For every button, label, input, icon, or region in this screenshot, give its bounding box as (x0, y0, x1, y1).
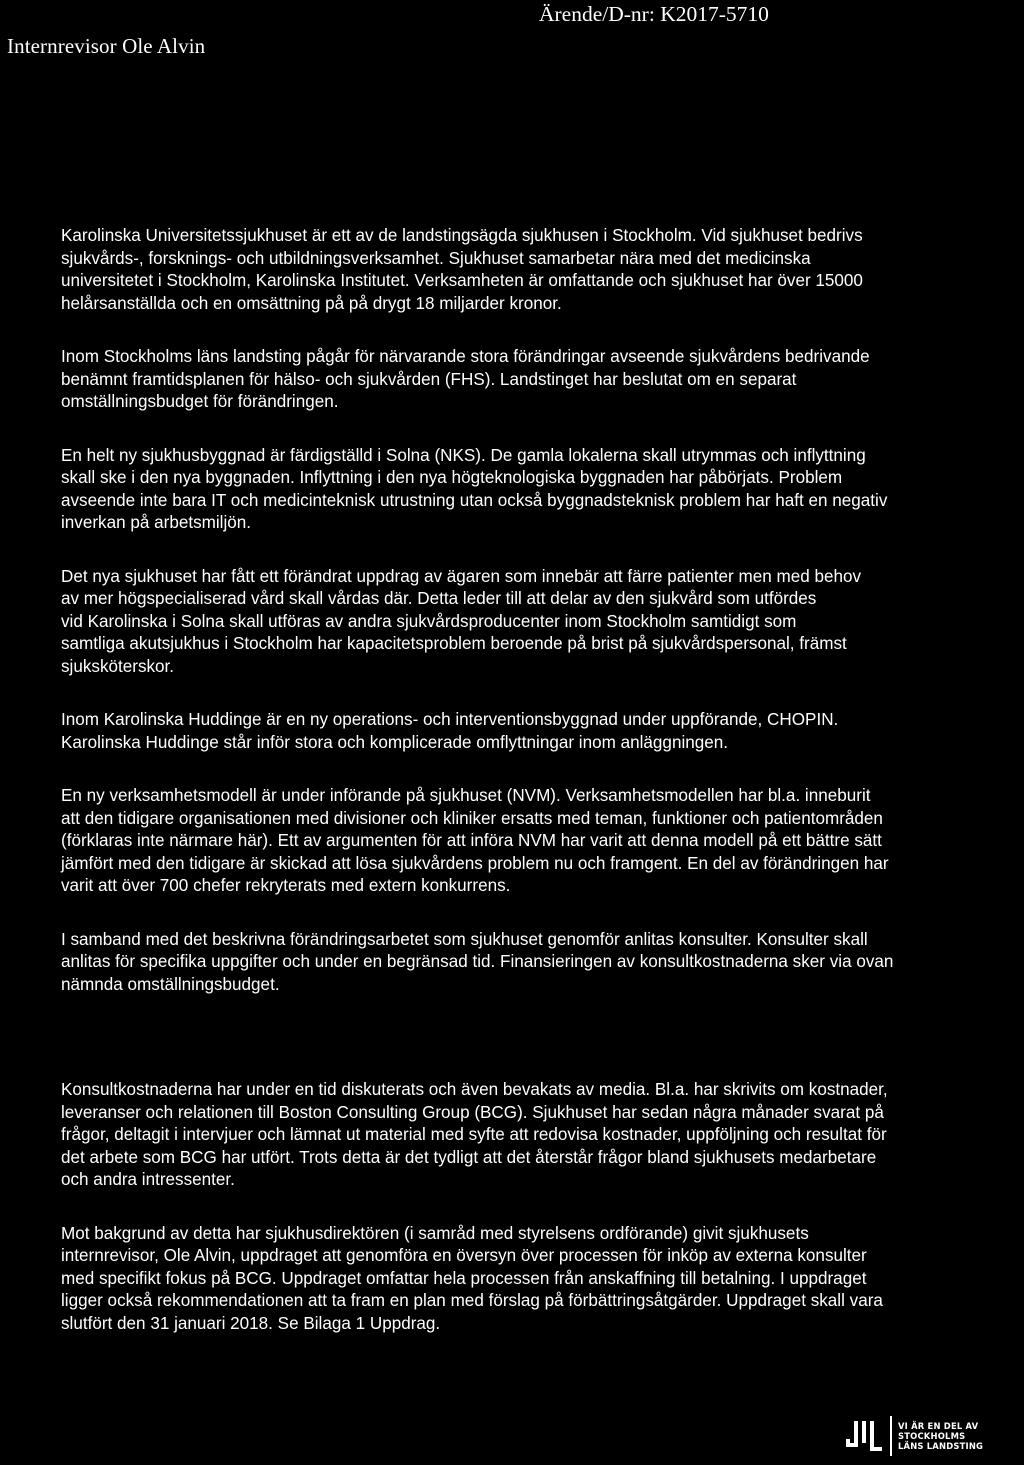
paragraph-4: Det nya sjukhuset har fått ett förändrat uppdrag av ägaren som innebär att färre patienter men med behov av mer högspecialiserad vård skall vårdas där. Detta leder till att delar av den sjukvård som utfördes vid Karolinska i Solna skall utföras av andra sjukvårdsproducenter inom Stockholm samtidigt som samtliga akutsjukhus i Stockholm har kapacitetsproblem beroende på brist på sjukvårdspersonal, främst sjuksköterskor. (61, 566, 862, 676)
paragraph-3: En helt ny sjukhusbyggnad är färdigställd i Solna (NKS). De gamla lokalerna skall utrymmas och inflyttning skall ske i den nya byggnaden. Inflyttning i den nya högteknologiska byggnaden har påbörjats. Problem avseende inte bara IT och medicinteknisk utrustning utan också byggnadsteknisk problem har haft en negativ inverkan på arbetsmiljön. (61, 445, 888, 532)
logo-line-3: LÄNS LANDSTING (898, 1441, 984, 1451)
paragraph-9: Mot bakgrund av detta har sjukhusdirektören (i samråd med styrelsens ordförande) givit sjukhusets internrevisor, Ole Alvin, uppdraget att genomföra en översyn över processen för inköp av externa konsulter med specifikt fokus på BCG. Uppdraget omfattar hela processen från anskaffning till betalning. I uppdraget ligger också rekommendationen att ta fram en plan med förslag på förbättringsåtgärder. Uppdraget skall vara slutfört den 31 januari 2018. Se Bilaga 1 Uppdrag. (61, 1223, 883, 1333)
sll-logo-icon (844, 1417, 884, 1455)
paragraph-1: Karolinska Universitetssjukhuset är ett av de landstingsägda sjukhusen i Stockholm. Vid sjukhuset bedrivs sjukvårds-, forsknings- och utbildningsverksamhet. Sjukhuset samarbetar nära med det medicinska universitetet i Stockholm, Karolinska Institutet. Verksamheten är omfattande och sjukhuset har över 15000 helårsanställda och en omsättning på på drygt 18 miljarder kronor. (61, 226, 863, 313)
document-body (61, 225, 1021, 1335)
logo-line-2: STOCKHOLMS (898, 1431, 966, 1441)
logo-text (898, 1421, 983, 1451)
paragraph-7: I samband med det beskrivna förändringsarbetet som sjukhuset genomför anlitas konsulter. Konsulter skall anlitas för specifika uppgifter och under en begränsad tid. Finansieringen av konsultkostnaderna sker via ovan nämnda omställningsbudget. (61, 929, 894, 994)
logo-divider (890, 1416, 892, 1456)
paragraph-2: Inom Stockholms läns landsting pågår för närvarande stora förändringar avseende sjukvårdens bedrivande benämnt framtidsplanen för hälso- och sjukvården (FHS). Landstinget har beslutat om en separat omställningsbudget för förändringen. (61, 347, 870, 411)
paragraph-5: Inom Karolinska Huddinge är en ny operations- och interventionsbyggnad under uppförande, CHOPIN. Karolinska Huddinge står inför stora och komplicerade omflyttningar inom anläggningen. (61, 710, 839, 752)
logo-line-1: VI ÄR EN DEL AV (898, 1421, 979, 1431)
header-author: Internrevisor Ole Alvin (7, 34, 206, 58)
sll-logo (844, 1416, 983, 1456)
paragraph-6: En ny verksamhetsmodell är under införande på sjukhuset (NVM). Verksamhetsmodellen har bl.a. inneburit att den tidigare organisationen med divisioner och kliniker ersatts med teman, funktioner och patientområden (förklaras inte närmare här). Ett av argumenten för att införa NVM har varit att denna modell på ett bättre sätt jämfört med den tidigare är skickad att lösa sjukvårdens problem nu och framgent. En del av förändringen har varit att över 700 chefer rekryterats med extern konkurrens. (61, 786, 889, 895)
header-case-number: Ärende/D-nr: K2017-5710 (539, 2, 769, 26)
paragraph-8: Konsultkostnaderna har under en tid diskuterats och även bevakats av media. Bl.a. har skrivits om kostnader, leveranser och relationen till Boston Consulting Group (BCG). Sjukhuset har sedan några månader svarat på frågor, deltagit i intervjuer och lämnat ut material med syfte att redovisa kostnader, uppföljning och resultat för det arbete som BCG har utfört. Trots detta är det tydligt att det återstår frågor bland sjukhusets medarbetare och andra intressenter. (61, 1080, 888, 1189)
